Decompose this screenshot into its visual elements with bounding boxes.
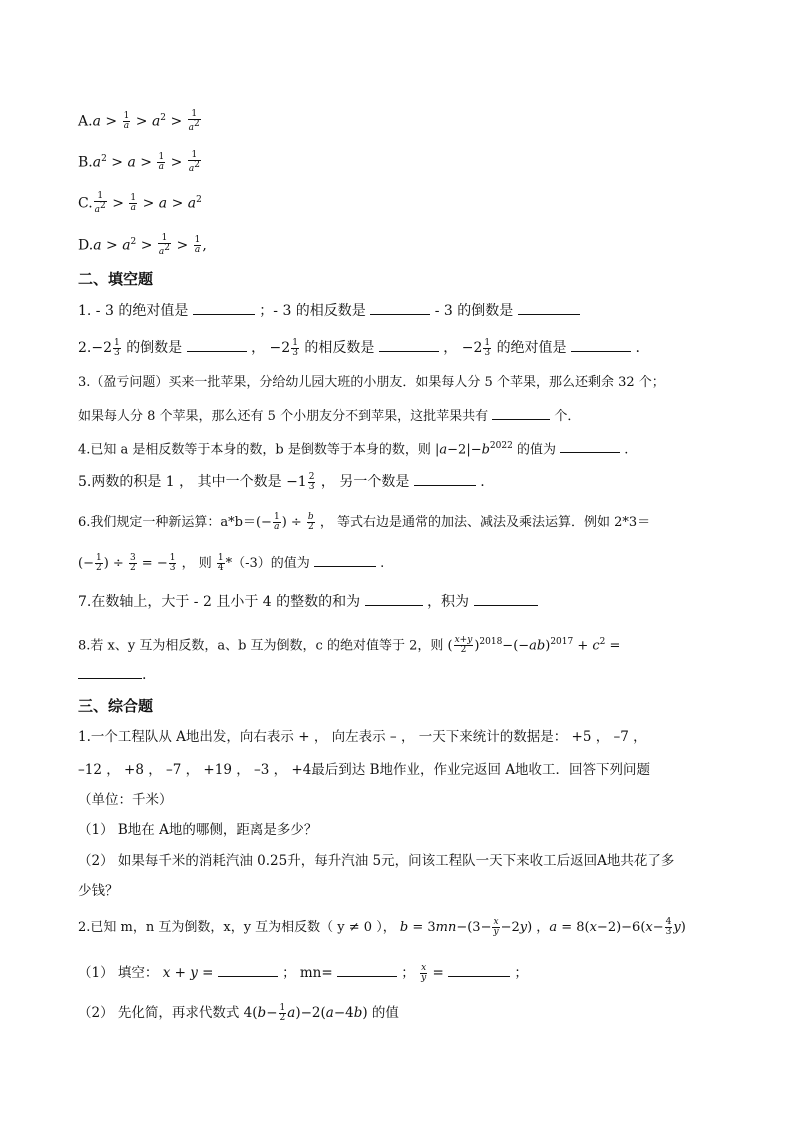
problem2-line1: 2.已知 m，n 互为倒数，x，y 互为相反数（ y ≠ 0 ）， b = 3mn−(3− $\frac{x}{y}$ −2y) ，a = 8(x−2)−6(x− $\frac{4}{3}$ y) <box>78 917 686 937</box>
q4-end: . <box>624 442 629 458</box>
section2-title: 二、填空题 <box>78 270 154 288</box>
choice-a-label: A. <box>78 113 93 130</box>
fill-q5: 5.两数的积是 1 ， 其中一个数是 −1 $\frac{2}{3}$ ， 另一个数是 . <box>78 471 485 492</box>
answer-blank[interactable] <box>571 337 631 352</box>
answer-blank[interactable] <box>193 300 255 315</box>
q2-text-b: 的倒数是 <box>126 340 183 356</box>
choice-b-label: B. <box>78 154 93 171</box>
q6-text-a: 6.我们规定一种新运算：a*b＝ <box>78 515 256 530</box>
p2-sub2-text: （2） 先化简，再求代数式 <box>78 1005 240 1021</box>
choice-b: $B.a^2 > a$ > $\frac{1}{a}$ > $\frac{1}{a^2}$ <box>78 150 200 175</box>
q2-end: . <box>635 340 640 356</box>
answer-blank[interactable] <box>414 471 476 486</box>
q6-text-b: ， 等式右边是通常的加法、减法及乘法运算．例如 2*3＝ <box>319 515 651 530</box>
q5-end: . <box>480 474 485 490</box>
answer-blank[interactable] <box>379 337 439 352</box>
answer-blank[interactable] <box>314 552 376 567</box>
problem1-line2: –12 ， +8 ， –7 ， +19 ， –3 ， +4最后到达 B地作业，作业完返回 A地收工．回答下列问题 <box>78 762 651 778</box>
fill-q4: 4.已知 a 是相反数等于本身的数，b 是倒数等于本身的数，则 $|a-2|-b^{2022}$ 的值为 . <box>78 436 628 460</box>
fill-q6-line2: (− $\frac{1}{2}$ ) ÷ $\frac{3}{2}$ = − $\frac{1}{3}$ ， 则 $\frac{1}{4}$ *（-3）的值为 . <box>78 553 385 573</box>
p2-sub1-text-d: ； <box>514 965 528 981</box>
q2-text-f: 的绝对值是 <box>496 340 567 356</box>
q1-text-a: 1. - 3 的绝对值是 <box>78 303 189 319</box>
answer-blank[interactable] <box>187 337 247 352</box>
fill-q6-line1: 6.我们规定一种新运算：a*b＝(− $\frac{1}{a}$ ) ÷ $\frac{b}{2}$ ， 等式右边是通常的加法、减法及乘法运算．例如 2*3＝ <box>78 512 651 532</box>
q8-text-a: 8.若 x、y 互为相反数，a、b 互为倒数，c 的绝对值等于 2，则 <box>78 638 444 654</box>
problem1-sub2: （2） 如果每千米的消耗汽油 0.25升，每升汽油 5元，问该工程队一天下来收工后返回A地共花了多 <box>78 853 675 869</box>
problem1-sub1: （1） B地在 A地的哪侧，距离是多少？ <box>78 822 318 838</box>
q4-text-a: 4.已知 a 是相反数等于本身的数，b 是倒数等于本身的数，则 <box>78 442 431 458</box>
section3-title: 三、综合题 <box>78 697 154 715</box>
q2-text-d: 的相反数是 <box>304 340 375 356</box>
q5-text-b: ， 另一个数是 <box>320 474 410 490</box>
answer-blank[interactable] <box>518 300 580 315</box>
q6-text-d: *（-3）的值为 <box>225 556 310 571</box>
q6-text-c: ， 则 <box>181 556 212 571</box>
choice-c: C. $\frac{1}{a^2}$ > $\frac{1}{a}$ > $a > a^2$ <box>78 191 202 216</box>
p2-sub1-text-c: ； <box>401 965 415 981</box>
q3-text-a: 如果每人分 8 个苹果，那么还有 5 个小朋友分不到苹果，这批苹果共有 <box>78 409 489 424</box>
choice-d: $D.a > a^2$ > $\frac{1}{a^2}$ > $\frac{1}{a}$ , <box>78 233 207 258</box>
fill-q7 <box>78 591 538 612</box>
fill-q3-line2 <box>78 405 580 427</box>
q2-text-c: ， <box>251 340 266 356</box>
q2-text-e: ， <box>443 340 458 356</box>
q5-text-a: 5.两数的积是 1 ， 其中一个数是 <box>78 474 282 490</box>
fill-q1 <box>78 300 580 321</box>
fill-q2: 2.−2 $\frac{1}{3}$ 的倒数是 ， −2 $\frac{1}{3}$ 的相反数是 ， −2 $\frac{1}{3}$ 的绝对值是 . <box>78 337 640 358</box>
fill-q8: 8.若 x、y 互为相反数，a、b 互为倒数，c 的绝对值等于 2，则 ( $\frac{x+y}{2}$ )$^{2018}-(-ab)^{2017} + c^2$ = <box>78 635 621 656</box>
problem2-sub1: （1） 填空： x + y = ； mn= ； $\frac{x}{y}$ = ； <box>78 963 528 983</box>
answer-blank[interactable] <box>78 664 142 679</box>
problem1-sub2b: 少钱？ <box>78 883 119 899</box>
q6-end: . <box>380 556 385 571</box>
answer-blank[interactable] <box>370 300 430 315</box>
answer-blank[interactable] <box>474 591 538 606</box>
choice-d-label: D. <box>78 237 94 254</box>
q7-text-a: 7.在数轴上，大于 - 2 且小于 4 的整数的和为 <box>78 594 361 610</box>
answer-blank[interactable] <box>492 405 550 420</box>
answer-blank[interactable] <box>337 962 397 977</box>
q1-text-b: ；- 3 的相反数是 <box>259 303 366 319</box>
q3-text-b: 个． <box>554 409 581 424</box>
p2-sub1-text-a: （1） 填空： <box>78 965 159 981</box>
answer-blank[interactable] <box>218 962 278 977</box>
fill-q8-line2: . <box>78 664 146 685</box>
problem1-line3: （单位：千米） <box>78 792 173 808</box>
q1-text-c: - 3 的倒数是 <box>434 303 514 319</box>
fill-q3-line1: 3.（盈亏问题）买来一批苹果，分给幼儿园大班的小朋友．如果每人分 5 个苹果，那么还剩余 32 个； <box>78 375 665 390</box>
answer-blank[interactable] <box>560 438 620 453</box>
choice-c-label: C. <box>78 195 93 212</box>
q7-text-b: ，积为 <box>427 594 470 610</box>
problem2-sub2: （2） 先化简，再求代数式 4(b− $\frac{1}{2}$ a)−2(a−4b) 的值 <box>78 1003 399 1023</box>
answer-blank[interactable] <box>448 962 510 977</box>
p2-text-a: 2.已知 m，n 互为倒数，x，y 互为相反数（ y ≠ 0 ）， <box>78 920 396 935</box>
answer-blank[interactable] <box>365 591 423 606</box>
choice-a: A.a > $\frac{1}{a}$ > $a^2$ > $\frac{1}{a^2}$ <box>78 109 200 134</box>
problem1-line1: 1.一个工程队从 A地出发，向右表示 + ， 向左表示 – ， 一天下来统计的数据是： +5 ， –7 ， <box>78 729 647 745</box>
q4-text-b: 的值为 <box>516 442 556 458</box>
p2-sub1-text-b: ； mn= <box>282 965 333 981</box>
q2-text-a: 2. <box>78 340 92 356</box>
